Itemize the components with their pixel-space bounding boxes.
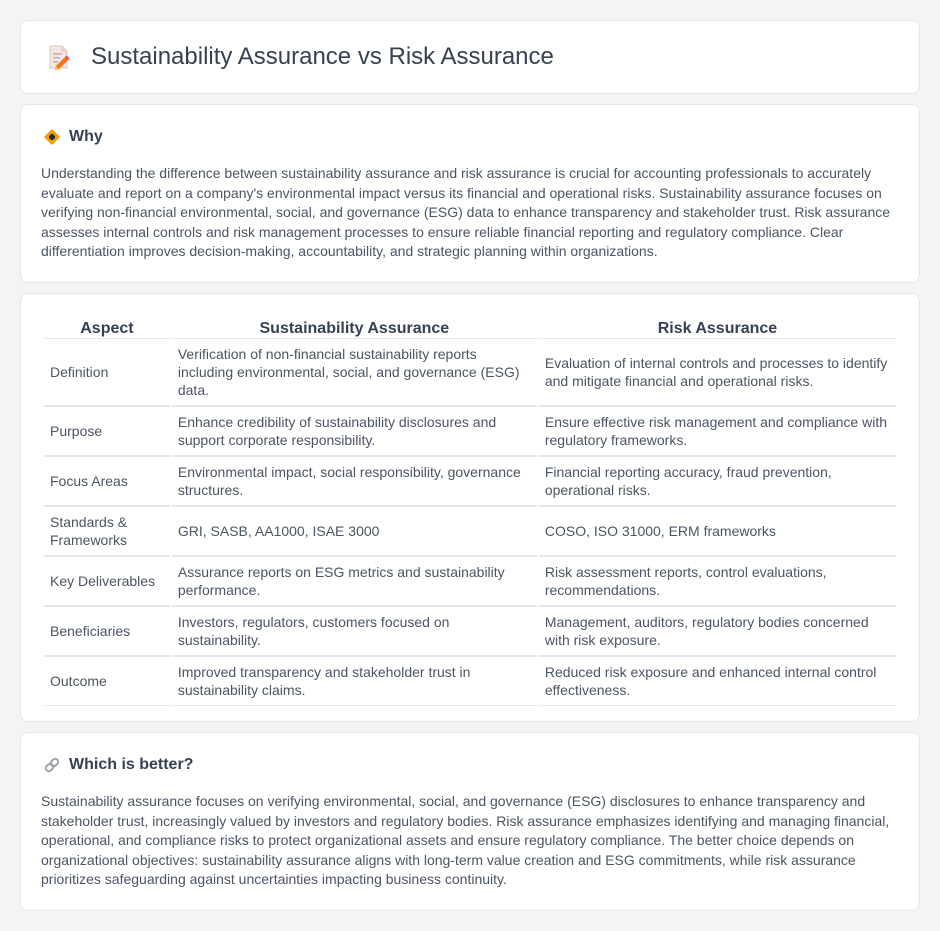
- sustainability-cell: Verification of non-financial sustainability reports including environmental, social, and governance (ESG) data.: [172, 338, 537, 406]
- header-sustainability-assurance: Sustainability Assurance: [259, 320, 450, 337]
- header-risk-assurance: Risk Assurance: [657, 320, 778, 337]
- risk-cell: Reduced risk exposure and enhanced internal control effectiveness.: [539, 656, 896, 706]
- risk-cell: Risk assessment reports, control evaluations, recommendations.: [539, 556, 896, 606]
- aspect-cell: Definition: [44, 338, 170, 406]
- page-title: Sustainability Assurance vs Risk Assurance: [91, 43, 554, 70]
- sustainability-cell: GRI, SASB, AA1000, ISAE 3000: [172, 506, 537, 556]
- sustainability-cell: Environmental impact, social responsibility, governance structures.: [172, 456, 537, 506]
- table-row: [44, 506, 896, 556]
- why-body: Understanding the difference between sustainability assurance and risk assurance is crucial for accounting professionals to accurately evaluate and report on a company's environmental impact versus its financial and operational risks. Sustainability assurance focuses on verifying non-financial environmental, social, and governance (ESG) data to enhance transparency and stakeholder trust. Risk assurance assesses internal controls and risk management processes to ensure reliable financial reporting and regulatory compliance. Clear differentiation improves decision-making, accountability, and strategic planning within organizations.: [41, 165, 891, 260]
- aspect-cell: Outcome: [44, 656, 170, 706]
- table-row: [44, 656, 896, 706]
- document-pencil-icon: [47, 44, 71, 70]
- sustainability-cell: Investors, regulators, customers focused on sustainability.: [172, 606, 537, 656]
- aspect-cell: Key Deliverables: [44, 556, 170, 606]
- risk-cell: Evaluation of internal controls and processes to identify and mitigate financial and operational risks.: [539, 338, 896, 406]
- why-section: [20, 104, 920, 283]
- link-icon: [43, 756, 61, 774]
- table-row: [44, 338, 896, 406]
- table-header-row: [44, 315, 896, 338]
- header-aspect: Aspect: [80, 320, 134, 337]
- table-row: [44, 406, 896, 456]
- risk-cell: COSO, ISO 31000, ERM frameworks: [539, 506, 896, 556]
- aspect-cell: Purpose: [44, 406, 170, 456]
- sustainability-cell: Assurance reports on ESG metrics and sustainability performance.: [172, 556, 537, 606]
- aspect-cell: Beneficiaries: [44, 606, 170, 656]
- risk-cell: Management, auditors, regulatory bodies concerned with risk exposure.: [539, 606, 896, 656]
- header-card: [20, 20, 920, 94]
- sustainability-cell: Enhance credibility of sustainability disclosures and support corporate responsibility.: [172, 406, 537, 456]
- risk-cell: Financial reporting accuracy, fraud prevention, operational risks.: [539, 456, 896, 506]
- table-row: [44, 556, 896, 606]
- risk-cell: Ensure effective risk management and compliance with regulatory frameworks.: [539, 406, 896, 456]
- which-is-better-title: Which is better?: [69, 756, 194, 773]
- diamond-warning-icon: [43, 128, 61, 146]
- comparison-table-card: [20, 293, 920, 722]
- which-is-better-body: Sustainability assurance focuses on verifying environmental, social, and governance (ESG) disclosures to enhance transparency and stakeholder trust, increasingly valued by investors and regulatory bodies. Risk assurance emphasizes identifying and managing financial, operational, and compliance risks to protect organizational assets and ensure regulatory compliance. The better choice depends on organizational objectives: sustainability assurance aligns with long-term value creation and ESG commitments, while risk assurance prioritizes safeguarding against uncertainties impacting business continuity.: [41, 793, 890, 888]
- table-row: [44, 606, 896, 656]
- comparison-table: [42, 315, 898, 706]
- which-is-better-section: [20, 732, 920, 911]
- aspect-cell: Focus Areas: [44, 456, 170, 506]
- aspect-cell: Standards & Frameworks: [44, 506, 170, 556]
- sustainability-cell: Improved transparency and stakeholder trust in sustainability claims.: [172, 656, 537, 706]
- table-row: [44, 456, 896, 506]
- why-title: Why: [69, 128, 103, 145]
